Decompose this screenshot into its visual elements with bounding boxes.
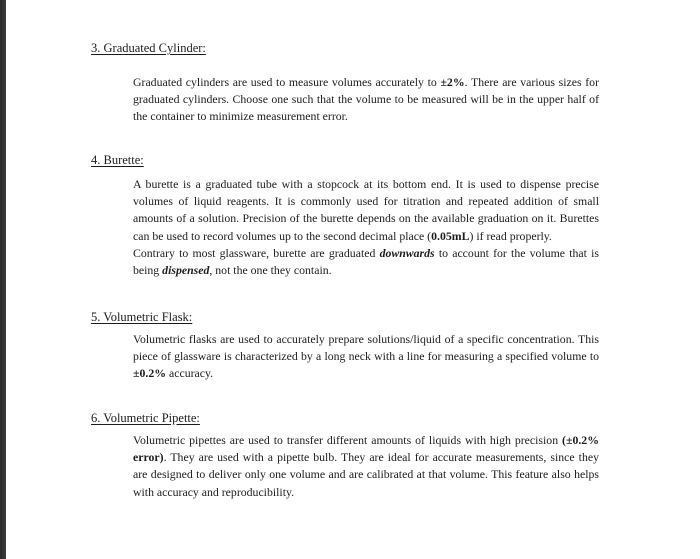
bold-italic-text: dispensed bbox=[162, 263, 210, 278]
text-run: . There are various sizes for graduated cylinders. Choose one such that the volume to be measured will be in the upper half of the container to minimize measurement error. bbox=[133, 75, 599, 124]
text-run: Contrary to most glassware, burette are graduated bbox=[133, 245, 380, 260]
text-run: Graduated cylinders are used to measure volumes accurately to bbox=[133, 75, 441, 89]
section-body bbox=[133, 432, 599, 501]
paragraph bbox=[133, 176, 599, 245]
text-run: Volumetric pipettes are used to transfer different amounts of liquids with high precision bbox=[133, 433, 563, 447]
text-run: Volumetric flasks are used to accurately prepare solutions/liquid of a specific concentration. This piece of glassware is characterized by a long neck with a line for measuring a specified volume to bbox=[133, 332, 599, 364]
section-body bbox=[133, 331, 599, 383]
bold-text: ±0.2% bbox=[133, 366, 167, 381]
bold-text: (±0.2% error) bbox=[133, 433, 599, 465]
page-left-shadow bbox=[0, 0, 6, 559]
section-body bbox=[133, 176, 599, 279]
text-run: accuracy. bbox=[166, 366, 214, 381]
paragraph bbox=[133, 432, 599, 501]
text-run: A burette is a graduated tube with a stopcock at its bottom end. It is used to dispense precise volumes of liquid reagents. It is commonly used for titration and repeated addition of small amounts of a solution. Precision of the burette depends on the available graduation on it. Burettes can be used to record volumes up to the second decimal place ( bbox=[133, 177, 599, 243]
text-run: ) if read properly. bbox=[469, 228, 552, 243]
section-heading: 3. Graduated Cylinder: bbox=[91, 41, 206, 55]
paragraph bbox=[133, 331, 599, 383]
bold-text: 0.05mL bbox=[431, 228, 470, 243]
section-heading: 4. Burette: bbox=[91, 153, 144, 167]
paragraph bbox=[133, 245, 599, 279]
section-body bbox=[133, 74, 599, 126]
section-heading: 6. Volumetric Pipette: bbox=[91, 411, 200, 425]
section-heading: 5. Volumetric Flask: bbox=[91, 310, 193, 324]
text-run: to account for the volume that is being bbox=[133, 245, 599, 278]
text-run: . They are used with a pipette bulb. They are ideal for accurate measurements, since they are designed to deliver only one volume and are calibrated at that volume. This feature also helps with accuracy and reproducibility. bbox=[133, 450, 599, 499]
bold-text: ±2% bbox=[440, 75, 465, 89]
bold-italic-text: downwards bbox=[379, 245, 435, 260]
paragraph bbox=[133, 74, 599, 126]
text-run: , not the one they contain. bbox=[209, 263, 332, 278]
